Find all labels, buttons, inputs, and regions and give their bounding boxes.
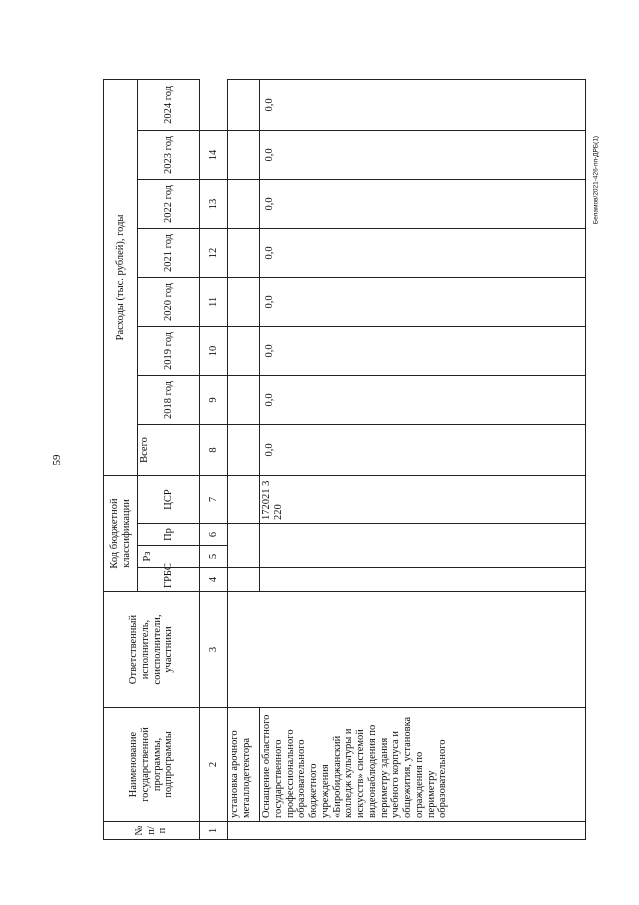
col-number: 10: [200, 326, 228, 375]
row-value: 0,0: [260, 79, 586, 130]
row-value: [228, 130, 260, 179]
col-number: 7: [200, 475, 228, 523]
header-pr: Пр: [162, 528, 174, 541]
row-name: установка арочного металлодетектора: [228, 708, 260, 822]
row-value: 0,0: [260, 326, 586, 375]
col-number: 6: [200, 524, 228, 546]
col-number: 9: [200, 375, 228, 424]
column-number-row: [200, 79, 228, 839]
rotated-table-container: [103, 80, 586, 840]
col-number: 3: [200, 592, 228, 708]
budget-table: [103, 79, 586, 840]
header-costs: Расходы (тыс. рублей), годы: [104, 79, 138, 475]
row-name: Оснащение областного государственного профессионального образовательного бюджетного учреждения «Биробиджанский колледж культуры и искусств» системой видеонаблюдения по периметру здания учебного корпуса и общежития, установка ограждения по периметру образовательного: [260, 708, 586, 822]
col-number: 11: [200, 277, 228, 326]
header-year-2018: 2018 год: [138, 375, 200, 424]
col-number: 13: [200, 179, 228, 228]
row-value: [228, 326, 260, 375]
row-value: 0,0: [260, 130, 586, 179]
header-rz-pr: [138, 524, 200, 568]
col-number: 8: [200, 424, 228, 475]
document-stamp: Беламов/2021-426-пп-ДРБ(1): [592, 135, 600, 225]
row-responsible: [228, 592, 586, 708]
header-num: № п/п: [104, 822, 200, 840]
row-csr: [228, 475, 260, 523]
page-number: 59: [51, 454, 63, 466]
header-total: Всего: [138, 424, 200, 475]
col-number: 2: [200, 708, 228, 822]
header-year-2019: 2019 год: [138, 326, 200, 375]
header-grbs: ГРБС: [138, 568, 200, 592]
row-value: 0,0: [260, 277, 586, 326]
col-number: 5: [200, 546, 228, 568]
row-rz-pr: [228, 524, 260, 568]
row-value: [228, 277, 260, 326]
row-rz-pr: [260, 524, 586, 568]
header-rz: Рз: [138, 545, 199, 567]
row-value: [228, 79, 260, 130]
row-csr: 172021 3220: [260, 475, 586, 523]
row-grbs: [228, 568, 260, 592]
col-number: 1: [200, 822, 228, 840]
col-number: 4: [200, 568, 228, 592]
row-value: 0,0: [260, 375, 586, 424]
row-value: 0,0: [260, 179, 586, 228]
table-row: [260, 79, 586, 839]
header-year-2024: 2024 год: [138, 79, 200, 130]
header-year-2022: 2022 год: [138, 179, 200, 228]
row-value: [228, 228, 260, 277]
row-grbs: [260, 568, 586, 592]
row-num: [228, 822, 586, 840]
header-year-2023: 2023 год: [138, 130, 200, 179]
row-value: 0,0: [260, 228, 586, 277]
header-csr: ЦСР: [138, 475, 200, 523]
col-number: 12: [200, 228, 228, 277]
table-row: [228, 79, 260, 839]
header-name: Наименование государственной программы, подпрограммы: [104, 708, 200, 822]
header-year-2021: 2021 год: [138, 228, 200, 277]
col-number: 14: [200, 130, 228, 179]
row-value: 0,0: [260, 424, 586, 475]
header-budget-code: Код бюджетной классификации: [104, 475, 138, 591]
header-responsible: Ответственный исполнитель, соисполнители, участники: [104, 592, 200, 708]
row-value: [228, 424, 260, 475]
row-value: [228, 375, 260, 424]
row-value: [228, 179, 260, 228]
header-year-2020: 2020 год: [138, 277, 200, 326]
